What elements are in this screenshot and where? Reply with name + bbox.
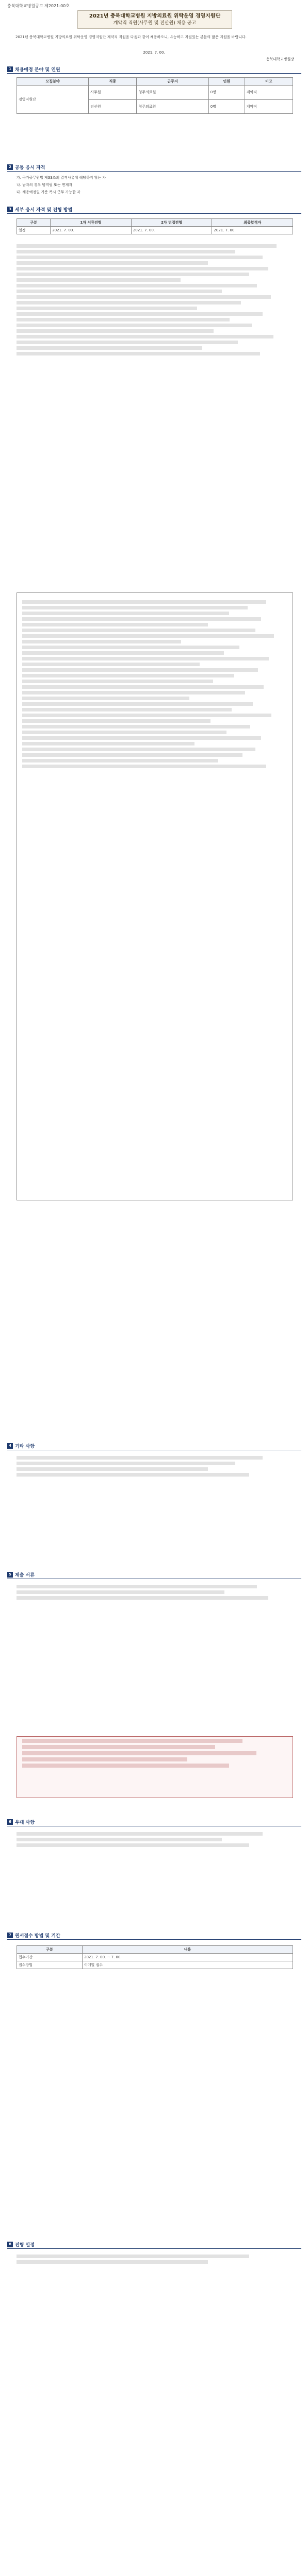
section-5-heading <box>7 1571 35 1578</box>
body-text-block <box>17 1583 290 1602</box>
table-row: 일정 2021. 7. 00. 2021. 7. 00. 2021. 7. 00. <box>17 227 293 234</box>
section-1-heading <box>7 66 60 73</box>
section-title: 우대 사항 <box>15 1820 35 1825</box>
title-box <box>77 10 232 29</box>
table-row: 접수기간 2021. 7. 00. ~ 7. 00. <box>17 1954 293 1961</box>
qualification-line: 다. 채용예정일 기준 즉시 근무 가능한 자 <box>17 190 80 194</box>
section-number: 8 <box>7 2242 13 2247</box>
table-header: 구분 <box>17 219 51 227</box>
schedule-table <box>17 218 293 234</box>
body-text-block <box>17 242 290 358</box>
section-divider <box>7 213 301 214</box>
table-row: 경영지원단 사무원 청주의료원 0명 계약직 <box>17 86 293 100</box>
body-text-block <box>17 2252 290 2266</box>
section-number: 3 <box>7 207 13 212</box>
section-divider <box>7 73 301 74</box>
table-row: 전산원 청주의료원 0명 계약직 <box>17 99 293 114</box>
table-header: 1차 서류전형 <box>51 219 132 227</box>
section-title: 제출 서류 <box>15 1573 35 1578</box>
section-number: 7 <box>7 1933 13 1938</box>
section-number: 4 <box>7 1443 13 1449</box>
body-text-block <box>17 1830 290 1849</box>
application-table <box>17 1945 293 1969</box>
organization-name: 충북대학교병원장 <box>266 57 294 61</box>
notice-box <box>17 1736 293 1798</box>
qualification-line: 나. 남자의 경우 병역필 또는 면제자 <box>17 183 73 187</box>
recruitment-table <box>17 77 293 114</box>
table-header: 모집분야 <box>17 78 89 86</box>
section-number: 1 <box>7 66 13 72</box>
announcement-date: 2021. 7. 00. <box>143 50 165 55</box>
table-header: 직종 <box>89 78 137 86</box>
section-number: 2 <box>7 164 13 170</box>
section-6-heading <box>7 1819 35 1825</box>
section-title: 기타 사항 <box>15 1444 35 1449</box>
section-divider <box>7 2248 301 2249</box>
section-title: 공통 응시 자격 <box>15 165 45 171</box>
section-title: 전형 일정 <box>15 2243 35 2248</box>
section-divider <box>7 171 301 172</box>
section-divider <box>7 1939 301 1940</box>
section-4-heading <box>7 1443 35 1449</box>
table-header: 2차 면접전형 <box>131 219 212 227</box>
document-number: 충북대학교병원공고 제2021-00호 <box>7 4 70 8</box>
section-3-heading <box>7 206 72 213</box>
section-8-heading <box>7 2241 35 2248</box>
intro-text: 2021년 충북대학교병원 지방의료원 위탁운영 경영지원단 계약직 직원을 다음과 같이 채용하오니, 유능하고 자질있는 분들의 많은 지원을 바랍니다. <box>15 35 247 39</box>
table-row: 접수방법 이메일 접수 <box>17 1961 293 1969</box>
table-header: 구분 <box>17 1946 83 1954</box>
section-title: 채용예정 분야 및 인원 <box>15 67 60 73</box>
table-header: 인원 <box>208 78 245 86</box>
title-line-1: 2021년 충북대학교병원 지방의료원 위탁운영 경영지원단 <box>89 13 221 19</box>
section-number: 5 <box>7 1572 13 1578</box>
qualification-line: 가. 국가공무원법 제33조의 결격사유에 해당하지 않는 자 <box>17 176 106 180</box>
section-7-heading <box>7 1932 60 1939</box>
table-header: 비고 <box>245 78 293 86</box>
section-2-heading <box>7 164 45 171</box>
section-number: 6 <box>7 1819 13 1825</box>
table-header: 내용 <box>83 1946 293 1954</box>
detail-box <box>17 592 293 1200</box>
table-header: 근무지 <box>137 78 208 86</box>
title-line-2: 계약직 직원(사무원 및 전산원) 채용 공고 <box>113 21 197 26</box>
table-header: 최종합격자 <box>212 219 293 227</box>
body-text-block <box>17 1454 290 1479</box>
section-title: 세부 응시 자격 및 전형 방법 <box>15 208 73 213</box>
section-title: 원서접수 방법 및 기간 <box>15 1934 60 1939</box>
